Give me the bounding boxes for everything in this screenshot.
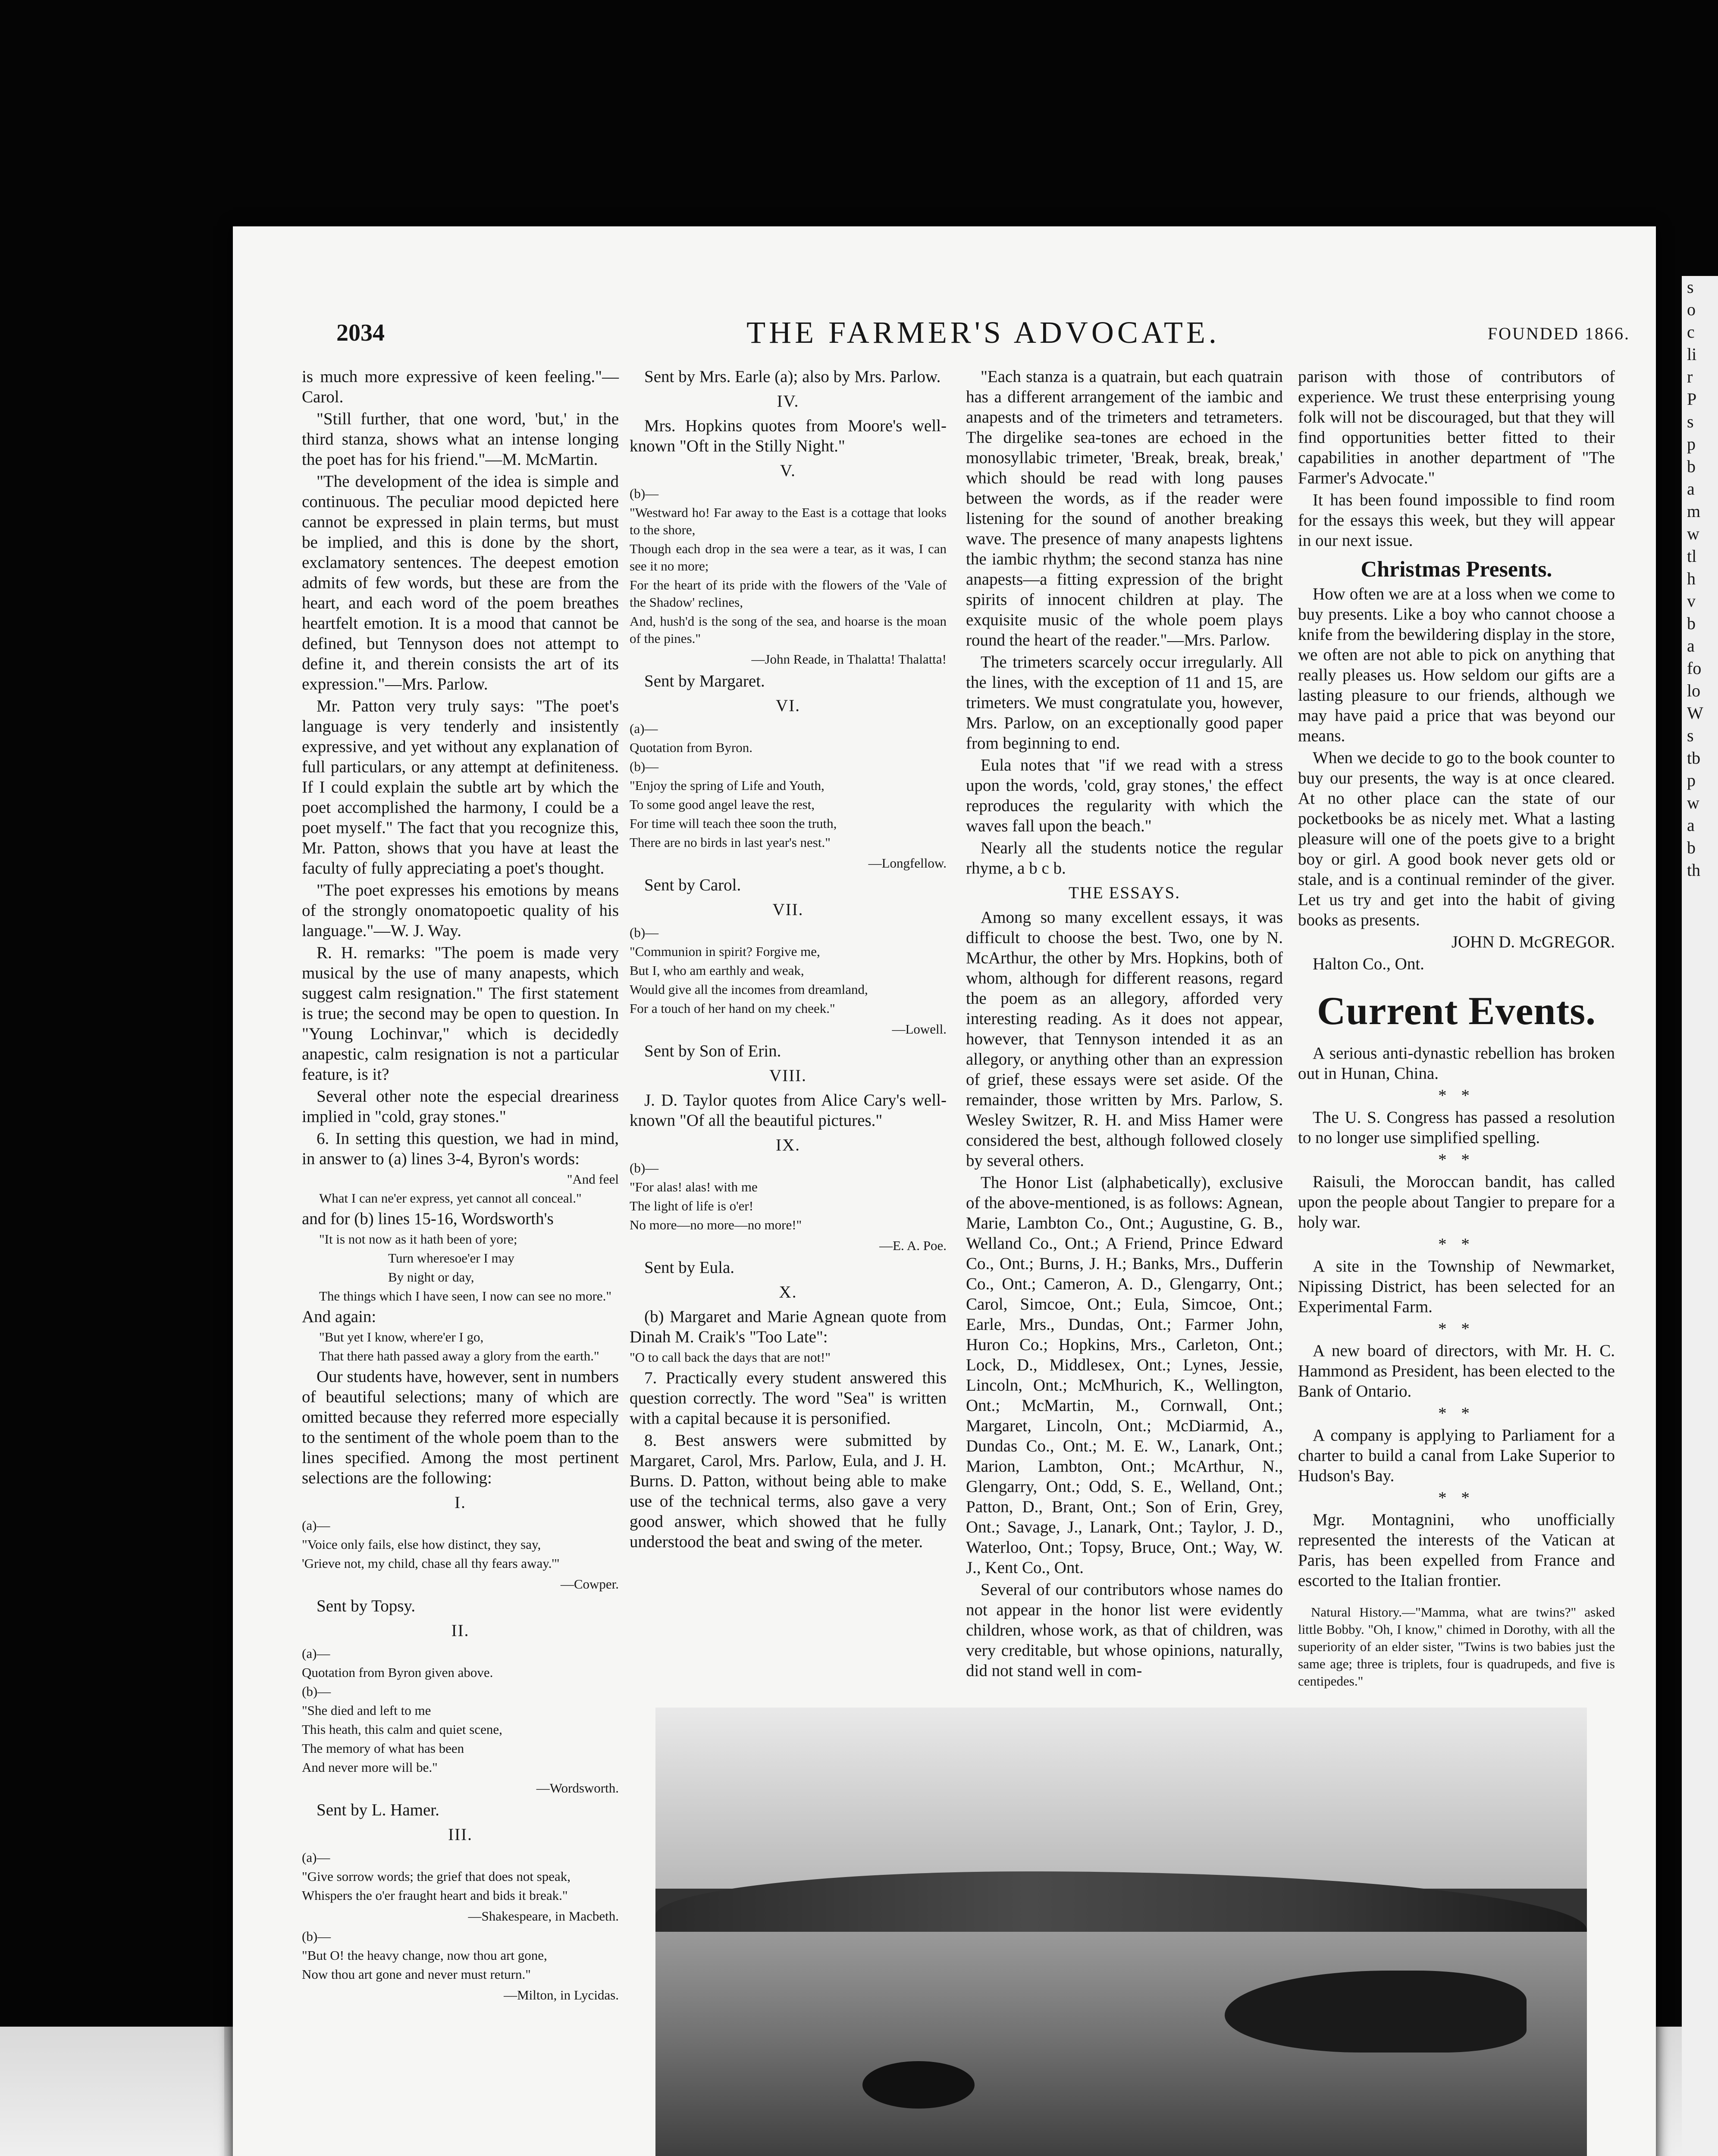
adjacent-page-fragment: tb <box>1687 748 1701 768</box>
adjacent-page-fragment: h <box>1687 569 1696 588</box>
verse-line: Quotation from Byron. <box>630 740 752 755</box>
verse-line: That there hath passed away a glory from the earth." <box>319 1348 599 1363</box>
verse-line: But I, who am earthly and weak, <box>630 963 804 978</box>
verse-line: And, hush'd is the song of the sea, and hoarse is the moan of the pines." <box>630 614 947 646</box>
signature: JOHN D. McGREGOR. <box>1451 933 1615 951</box>
verse-line: For the heart of its pride with the flowers of the 'Vale of the Shadow' reclines, <box>630 577 947 610</box>
adjacent-page-fragment: W <box>1687 703 1703 723</box>
verse-line: (a)— <box>302 1850 330 1865</box>
column-3 <box>966 367 1283 1683</box>
paragraph: The trimeters scarcely occur irregularly. All the lines, with the exception of 11 and 15, are trimeters. We must congratulate you, however, Mrs. Parlow, on an exceptionally good paper from beginning to end. <box>966 653 1283 752</box>
adjacent-page-fragment: lo <box>1687 681 1701 700</box>
column-1 <box>302 367 619 2007</box>
paragraph: "Still further, that one word, 'but,' in the third stanza, shows what an intense longing the poet has for his friend."—M. McMartin. <box>302 410 619 469</box>
section-heading: VII. <box>772 900 804 919</box>
paragraph: "Each stanza is a quatrain, but each quatrain has a different arrangement of the iambic and anapests and of the trimeters and tetrameters. The dirgelike sea-tones are echoed in the monosyllabic trimeter, 'Break, break, break,' which should be read with long pauses between the words, as if the reader were listening for the sound of another breaking wave. The presence of many anapests lightens the iambic rhythm; the second stanza has nine anapests—a fitting expression of the bright spirits of innocent children at play. The exquisite music of the whole poem plays round the heart of the reader."—Mrs. Parlow. <box>966 367 1283 649</box>
section-heading: VI. <box>776 696 800 715</box>
quote-author: —Lowell. <box>892 1022 947 1037</box>
natural-history-joke: Natural History.—"Mamma, what are twins?" asked little Bobby. "Oh, I know," chimed in Dorothy, with all the superiority of an elder sister, "Twins is two babies just the same age; three is triplets, four is quadrupeds, and five is centipedes." <box>1298 1604 1615 1689</box>
paragraph: Nearly all the students notice the regular rhyme, a b c b. <box>966 839 1283 877</box>
section-heading: VIII. <box>769 1066 807 1085</box>
adjacent-page-fragment: w <box>1687 793 1699 812</box>
verse-line: "But O! the heavy change, now thou art gone, <box>302 1948 547 1963</box>
paragraph: Among so many excellent essays, it was difficult to choose the best. Two, one by N. McArthur, the other by Mrs. Hopkins, both of whom, although for different reasons, regard the poem as an allegory, afforded very interesting reading. As it does not appear, however, that Tennyson intended it as an allegory, or anything other than an expression of grief, these essays were set aside. Of the remainder, those written by Mrs. Parlow, S. Wesley Switzer, R. H. and Miss Hamer were considered the best, although followed closely by several others. <box>966 908 1283 1170</box>
adjacent-page-fragment: v <box>1687 591 1696 611</box>
separator: * * <box>1438 1319 1475 1338</box>
adjacent-page-fragment: b <box>1687 614 1696 633</box>
verse-line: To some good angel leave the rest, <box>630 797 815 812</box>
quote-author: —Milton, in Lycidas. <box>504 1987 619 2002</box>
news-item: Mgr. Montagnini, who unofficially represented the interests of the Vatican at Paris, has been expelled from France and escorted to the Italian frontier. <box>1298 1510 1615 1590</box>
paragraph: 8. Best answers were submitted by Margaret, Carol, Mrs. Parlow, Eula, and J. H. Burns. D. Patton, without being able to make use of the technical terms, also gave a very good answer, which showed that he fully understood the beat and swing of the meter. <box>630 1431 947 1551</box>
section-heading: III. <box>448 1825 473 1844</box>
quote-author: —Wordsworth. <box>536 1780 619 1796</box>
quote-author: —E. A. Poe. <box>879 1238 947 1253</box>
section-heading: X. <box>779 1283 797 1301</box>
paragraph: And again: <box>302 1307 376 1326</box>
paragraph: Sent by Mrs. Earle (a); also by Mrs. Parlow. <box>644 367 941 386</box>
quote-author: —Shakespeare, in Macbeth. <box>468 1908 619 1924</box>
verse-line: Turn wheresoe'er I may <box>388 1250 514 1266</box>
news-item: A company is applying to Parliament for a charter to build a canal from Lake Superior to Hudson's Bay. <box>1298 1426 1615 1485</box>
verse-line: Now thou art gone and never must return." <box>302 1967 531 1982</box>
sender: Sent by Son of Erin. <box>644 1042 781 1060</box>
paragraph: "The development of the idea is simple and continuous. The peculiar mood depicted here cannot be expressed in plain terms, but must be implied, and this is done by the short, exclamatory sentences. The deepest emotion admits of few words, but these are from the heart, and each word of the poem breathes heartfelt emotion. It is a mood that cannot be defined, but Tennyson does not attempt to define it, and therein consists the art of its expression."—Mrs. Parlow. <box>302 472 619 693</box>
verse-line: The things which I have seen, I now can see no more." <box>319 1288 612 1304</box>
column-2 <box>630 367 947 1554</box>
verse-line: "For alas! alas! with me <box>630 1179 758 1194</box>
verse-line: (b)— <box>302 1684 331 1699</box>
verse-line: For time will teach thee soon the truth, <box>630 816 837 831</box>
verse-line: And never more will be." <box>302 1760 438 1775</box>
adjacent-page-fragment: o <box>1687 300 1696 319</box>
adjacent-page-fragment: P <box>1687 389 1697 409</box>
sender: Sent by Carol. <box>644 876 741 894</box>
section-heading: II. <box>451 1621 470 1640</box>
verse-line: (b)— <box>630 486 659 501</box>
adjacent-page-fragment: a <box>1687 479 1695 498</box>
news-item: Raisuli, the Moroccan bandit, has called upon the people about Tangier to prepare for a holy war. <box>1298 1172 1615 1232</box>
verse-line: (a)— <box>302 1518 330 1533</box>
adjacent-page-fragment: b <box>1687 838 1696 857</box>
adjacent-page-fragment: s <box>1687 726 1694 745</box>
adjacent-page-fragment: s <box>1687 412 1694 431</box>
adjacent-page-fragment: s <box>1687 277 1694 297</box>
landscape-photo <box>655 1708 1587 2156</box>
adjacent-page-fragment: fo <box>1687 658 1702 678</box>
quote-author: —John Reade, in Thalatta! Thalatta! <box>751 652 947 667</box>
news-item: A serious anti-dynastic rebellion has broken out in Hunan, China. <box>1298 1044 1615 1083</box>
paragraph: Our students have, however, sent in numbers of beautiful selections; many of which are omitted because they referred more especially to the sentiment of the whole poem than to the lines specified. Among the most pertinent selections are the following: <box>302 1367 619 1487</box>
sender: Sent by Topsy. <box>317 1597 416 1615</box>
sender: Sent by L. Hamer. <box>317 1801 439 1819</box>
verse-line: (a)— <box>630 721 658 736</box>
paragraph: parison with those of contributors of experience. We trust these enterprising young folk will not be discouraged, but that they will find opportunities better fitted to their capabilities in another department of "The Farmer's Advocate." <box>1298 367 1615 487</box>
verse-line: Though each drop in the sea were a tear, as it was, I can see it no more; <box>630 541 947 573</box>
paragraph: and for (b) lines 15-16, Wordsworth's <box>302 1210 554 1228</box>
verse-line: The light of life is o'er! <box>630 1198 754 1213</box>
verse-line: "But yet I know, where'er I go, <box>319 1329 484 1344</box>
paragraph: It has been found impossible to find room for the essays this week, but they will appear in our next issue. <box>1298 491 1615 550</box>
adjacent-page-fragment: a <box>1687 636 1695 655</box>
paragraph: Several of our contributors whose names do not appear in the honor list were evidently children, whose work, as that of children, was very creditable, but whose opinions, naturally, did not stand well in com- <box>966 1580 1283 1680</box>
verse-line: "It is not now as it hath been of yore; <box>319 1232 517 1247</box>
photo-sky <box>655 1708 1587 1889</box>
paragraph: R. H. remarks: "The poem is made very musical by the use of many anapests, which suggest calm resignation." The first statement is true; the second may be open to question. In "Young Lochinvar," which is decidedly anapestic, calm resignation is not a particular feature, is it? <box>302 943 619 1084</box>
verse-line: Would give all the incomes from dreamland, <box>630 982 868 997</box>
verse-line: Quotation from Byron given above. <box>302 1665 493 1680</box>
verse-line: No more—no more—no more!" <box>630 1217 802 1232</box>
verse-line: (b)— <box>630 759 659 774</box>
current-events-heading: Current Events. <box>1317 989 1596 1033</box>
paragraph: (b) Margaret and Marie Agnean quote from Dinah M. Craik's "Too Late": <box>630 1307 947 1346</box>
verse-line: (a)— <box>302 1646 330 1661</box>
adjacent-page-edge <box>1682 276 1718 2156</box>
verse-line: (b)— <box>630 925 659 940</box>
verse-line: "Westward ho! Far away to the East is a cottage that looks to the shore, <box>630 505 947 537</box>
christmas-heading: Christmas Presents. <box>1361 557 1552 582</box>
separator: * * <box>1438 1404 1475 1423</box>
quote-author: —Longfellow. <box>868 856 947 871</box>
adjacent-page-fragment: th <box>1687 860 1701 880</box>
adjacent-page-fragment: b <box>1687 457 1696 476</box>
adjacent-page-fragment: p <box>1687 434 1696 454</box>
paragraph: Eula notes that "if we read with a stress upon the words, 'cold, gray stones,' the effect reproduces the regularity with which the waves fall upon the beach." <box>966 756 1283 835</box>
verse-line: "She died and left to me <box>302 1703 431 1718</box>
verse-line: This heath, this calm and quiet scene, <box>302 1722 502 1737</box>
column-4 <box>1298 367 1615 1692</box>
separator: * * <box>1438 1086 1475 1105</box>
adjacent-page-fragment: r <box>1687 367 1693 386</box>
verse-line: "Communion in spirit? Forgive me, <box>630 944 820 959</box>
paragraph: "The poet expresses his emotions by means of the strongly onomatopoetic quality of his language."—W. J. Way. <box>302 881 619 940</box>
verse-line: The memory of what has been <box>302 1741 464 1756</box>
verse-line: "Voice only fails, else how distinct, they say, <box>302 1537 541 1552</box>
paragraph: Mr. Patton very truly says: "The poet's language is very tenderly and insistently expressive, and yet without any explanation of full particulars, or any attempt at definiteness. If I could explain the subtle art by which the poet accomplished the harmony, I could be a poet myself." The fact that you recognize this, Mr. Patton, shows that you have at least the faculty of fully appreciating a poet's thought. <box>302 697 619 877</box>
adjacent-page-fragment: m <box>1687 501 1701 521</box>
verse-line: 'Grieve not, my child, chase all thy fears away.'" <box>302 1556 560 1571</box>
adjacent-page-fragment: tl <box>1687 546 1697 566</box>
verse-line: "Enjoy the spring of Life and Youth, <box>630 778 825 793</box>
newspaper-title: THE FARMER'S ADVOCATE. <box>746 315 1220 350</box>
adjacent-page-fragment: a <box>1687 815 1695 835</box>
section-heading: THE ESSAYS. <box>1069 884 1180 902</box>
separator: * * <box>1438 1489 1475 1507</box>
paragraph: When we decide to go to the book counter to buy our presents, the way is at once cleared. At no other place can the state of our pocketbooks be as nicely met. What a lasting pleasure will one of the poets give to a bright boy or girl. A good book never gets old or stale, and is a continual reminder of the giver. Let us try and get into the habit of giving books as presents. <box>1298 749 1615 929</box>
news-item: A site in the Township of Newmarket, Nipissing District, has been selected for an Experimental Farm. <box>1298 1257 1615 1316</box>
paragraph: 7. Practically every student answered this question correctly. The word "Sea" is written with a capital because it is personified. <box>630 1369 947 1428</box>
verse-line: "O to call back the days that are not!" <box>630 1350 831 1365</box>
separator: * * <box>1438 1235 1475 1253</box>
page-header <box>336 315 1630 354</box>
verse-line: For a touch of her hand on my cheek." <box>630 1001 835 1016</box>
verse-line: "Give sorrow words; the grief that does not speak, <box>302 1869 571 1884</box>
signature-place: Halton Co., Ont. <box>1313 955 1424 973</box>
verse-line: (b)— <box>630 1160 659 1175</box>
page-number: 2034 <box>336 320 385 346</box>
verse-line: (b)— <box>302 1929 331 1944</box>
section-heading: V. <box>780 461 796 480</box>
sender: Sent by Margaret. <box>644 672 765 690</box>
paragraph: is much more expressive of keen feeling."—Carol. <box>302 367 619 406</box>
adjacent-page-fragment: li <box>1687 345 1697 364</box>
verse-line: What I can ne'er express, yet cannot all conceal." <box>319 1191 582 1206</box>
verse-line: There are no birds in last year's nest." <box>630 835 831 850</box>
adjacent-page-fragment: p <box>1687 771 1696 790</box>
section-heading: IV. <box>777 392 799 411</box>
photo-rock <box>862 2061 975 2109</box>
paragraph: Several other note the especial dreariness implied in "cold, gray stones." <box>302 1087 619 1126</box>
adjacent-page-fragment: c <box>1687 322 1695 342</box>
sender: Sent by Eula. <box>644 1258 735 1277</box>
section-heading: IX. <box>776 1136 800 1154</box>
paragraph: J. D. Taylor quotes from Alice Cary's well-known "Of all the beautiful pictures." <box>630 1091 947 1130</box>
news-item: The U. S. Congress has passed a resolution to no longer use simplified spelling. <box>1298 1108 1615 1147</box>
paragraph: Mrs. Hopkins quotes from Moore's well-known "Oft in the Stilly Night." <box>630 417 947 455</box>
section-heading: I. <box>455 1493 466 1512</box>
separator: * * <box>1438 1150 1475 1169</box>
paragraph: The Honor List (alphabetically), exclusive of the above-mentioned, is as follows: Agnean, Marie, Lambton Co., Ont.; Augustine, G. B., Welland Co., Ont.; A Friend, Prince Edward Co., Ont.; Burns, J. H.; Banks, Mrs., Dufferin Co., Ont.; Cameron, A. D., Glengarry, Ont.; Carol, Simcoe, Ont.; Eula, Simcoe, Ont.; Earle, Mrs., Dundas, Ont.; Farmer John, Huron Co.; Hopkins, Mrs., Carleton, Ont.; Lock, D., Middlesex, Ont.; Lynes, Jessie, Lincoln, Ont.; McMhurich, K., Wellington, Ont.; McMartin, M., Cornwall, Ont.; Margaret, Lincoln, Ont.; McDiarmid, A., Dundas Co., Ont.; M. E. W., Lanark, Ont.; Marion, Lambton, Ont.; McArthur, N., Glengarry, Ont.; Odd, S. E., Welland, Ont.; Patton, D., Brant, Ont.; Son of Erin, Grey, Ont.; Savage, J., Lanark, Ont.; Taylor, J. D., Waterloo, Ont.; Topsy, Bruce, Ont.; Way, W. J., Kent Co., Ont. <box>966 1173 1283 1577</box>
quote-author: —Cowper. <box>560 1576 619 1592</box>
verse-line: By night or day, <box>388 1269 474 1285</box>
founded-year: FOUNDED 1866. <box>1487 324 1630 343</box>
verse-line: Whispers the o'er fraught heart and bids it break." <box>302 1888 568 1903</box>
adjacent-page-fragment: w <box>1687 524 1699 543</box>
paragraph: How often we are at a loss when we come to buy presents. Like a boy who cannot choose a knife from the bewildering display in the store, we often are not able to pick on anything that really pleases us. How seldom our gifts are a lasting pleasure to our friends, although we may have paid a price that was beyond our means. <box>1298 585 1615 745</box>
paragraph: 6. In setting this question, we had in mind, in answer to (a) lines 3-4, Byron's words: <box>302 1129 619 1168</box>
news-item: A new board of directors, with Mr. H. C. Hammond as President, has been elected to the Bank of Ontario. <box>1298 1341 1615 1401</box>
verse-line: "And feel <box>567 1172 619 1187</box>
